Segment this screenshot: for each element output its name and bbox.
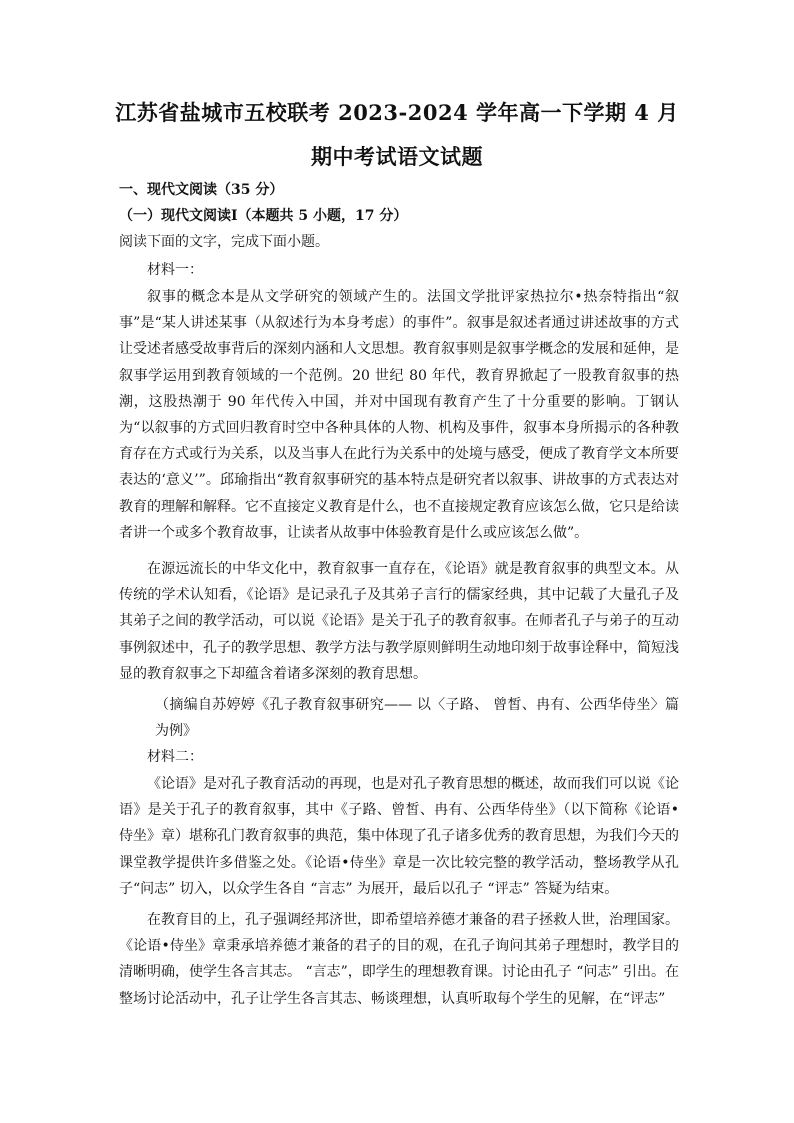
document-title-line1: 江苏省盐城市五校联考 2023-2024 学年高一下学期 4 月	[115, 100, 679, 125]
document-title-line2: 期中考试语文试题	[311, 144, 483, 169]
material2-paragraph-2: 在教育目的上，孔子强调经邦济世，即希望培养德才兼备的君子拯救人世，治理国家。《论语•侍坐》章秉承培养德才兼备的君子的目的观，在孔子询问其弟子理想时，教学目的清晰明确，使学生各言其志。 “言志”，即学生的理想教育课。讨论由孔子 “问志” 引出。在整场讨论活动中，孔子让学生各言其志、畅谈理想，认真听取每个学生的见解，在“评志”	[119, 912, 679, 1007]
material1-label: 材料一：	[147, 262, 203, 278]
material2-paragraph-1: 《论语》是对孔子教育活动的再现，也是对孔子教育思想的概述，故而我们可以说《论语》是关于孔子的教育叙事，其中《子路、曾皙、冉有、公西华侍坐》（以下简称《论语•侍坐》章）堪称孔门教育叙事的典范，集中体现了孔子诸多优秀的教育思想，为我们今天的课堂教学提供许多借鉴之处。《论语•侍坐》章是一次比较完整的教学活动，整场教学从孔子“问志” 切入，以众学生各自 “言志” 为展开，最后以孔子 “评志” 答疑为结束。	[119, 776, 679, 897]
material2-label: 材料二：	[147, 749, 203, 765]
section-subheading: （一）现代文阅读Ⅰ（本题共 5 小题，17 分）	[119, 208, 408, 224]
material1-paragraph-1: 叙事的概念本是从文学研究的领域产生的。法国文学批评家热拉尔•热奈特指出“叙事”是“某人讲述某事（从叙述行为本身考虑）的事件”。叙事是叙述者通过讲述故事的方式让受述者感受故事背后的深刻内涵和人文思想。教育叙事则是叙事学概念的发展和延伸，是叙事学运用到教育领域的一个范例。20 世纪 80 年代，教育界掀起了一股教育叙事的热潮，这股热潮于 90 年代传入中国，并对中国现有教育产生了十分重要的影响。丁钢认为“以叙事的方式回归教育时空中各种具体的人物、机构及事件，叙事本身所揭示的各种教育存在方式或行为关系，以及当事人在此行为关系中的处境与感受，便成了教育学文本所要表达的‘意义’”。邱瑜指出“教育叙事研究的基本特点是研究者以叙事、讲故事的方式表达对教育的理解和解释。它不直接定义教育是什么，也不直接规定教育应该怎么做，它只是给读者讲一个或多个教育故事，让读者从故事中体验教育是什么或应该怎么做”。	[119, 289, 679, 541]
reading-instruction: 阅读下面的文字，完成下面小题。	[119, 234, 329, 250]
material1-paragraph-2: 在源远流长的中华文化中，教育叙事一直存在，《论语》就是教育叙事的典型文本。从传统的学术认知看，《论语》是记录孔子及其弟子言行的儒家经典，其中记载了大量孔子及其弟子之间的教学活动，可以说《论语》是关于孔子的教育叙事。在师者孔子与弟子的互动事例叙述中，孔子的教学思想、教学方法与教学原则鲜明生动地印刻于故事诠释中，简短浅显的教育叙事之下却蕴含着诸多深刻的教育思想。	[119, 561, 679, 682]
section-heading: 一、现代文阅读（35 分）	[119, 182, 284, 198]
material1-source-citation: （摘编自苏婷婷《孔子教育叙事研究—— 以〈子路、 曾皙、冉有、公西华侍坐〉篇为例》	[155, 697, 679, 740]
